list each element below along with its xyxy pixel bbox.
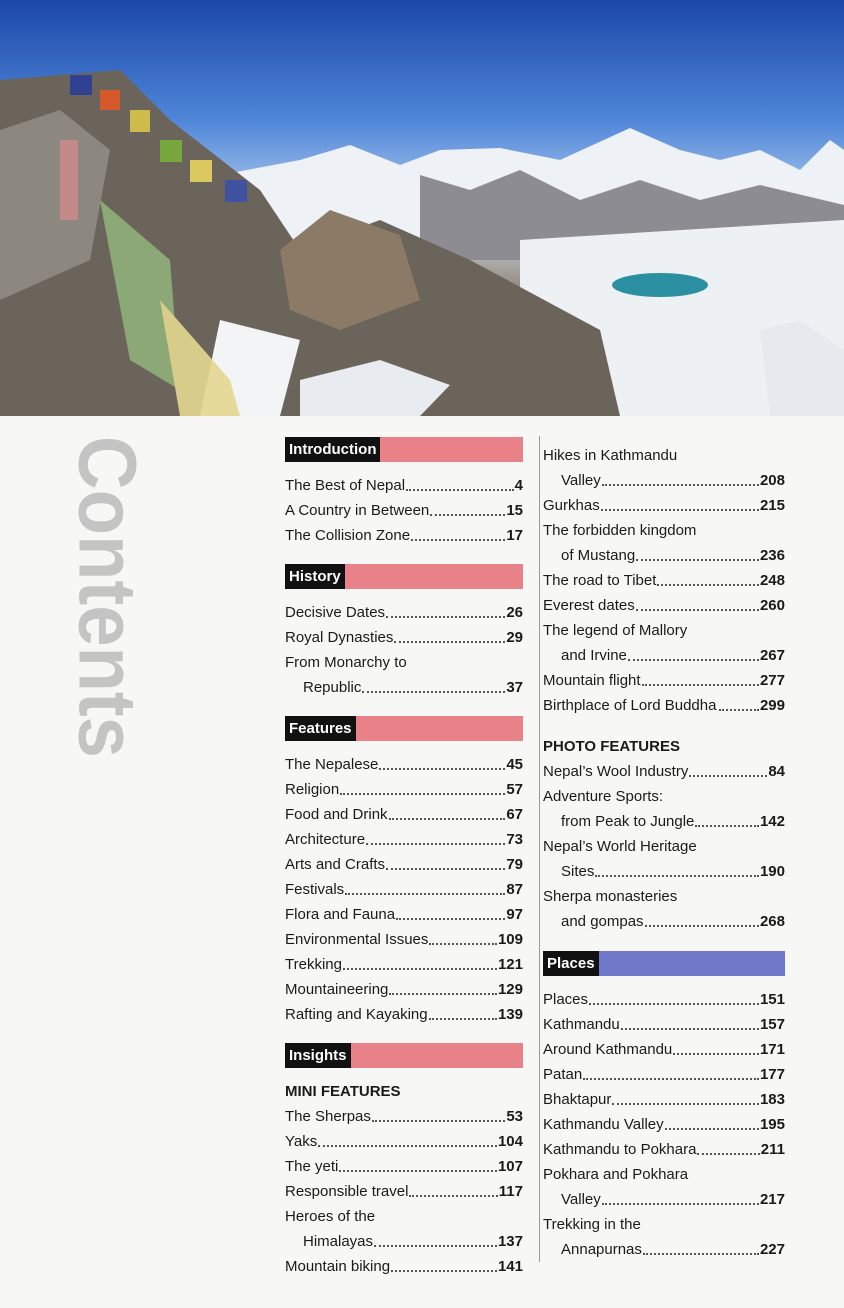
toc-entry: Religion 57 — [285, 781, 523, 798]
toc-entry: Kathmandu 157 — [543, 1016, 785, 1033]
toc-entry: Arts and Crafts 79 — [285, 856, 523, 873]
toc-entry: Republic 37 — [303, 679, 523, 696]
toc-entry: The road to Tibet 248 — [543, 572, 785, 589]
toc-entry: Royal Dynasties 29 — [285, 629, 523, 646]
toc-entry: Nepal’s Wool Industry 84 — [543, 763, 785, 780]
toc-entry: from Peak to Jungle 142 — [561, 813, 785, 830]
toc-entry: Flora and Fauna 97 — [285, 906, 523, 923]
toc-entry-line1: Pokhara and Pokhara — [543, 1166, 689, 1183]
toc-entry: The Best of Nepal 4 — [285, 477, 523, 494]
toc-entry: Annapurnas 227 — [561, 1241, 785, 1258]
toc-entry: Kathmandu to Pokhara 211 — [543, 1141, 785, 1158]
toc-entry: Gurkhas 215 — [543, 497, 785, 514]
toc-entry: Valley 208 — [561, 472, 785, 489]
section-header-insights: Insights — [285, 1043, 523, 1068]
page-title — [61, 436, 220, 792]
toc-entry: Sites 190 — [561, 863, 785, 880]
toc-entry: The Nepalese 45 — [285, 756, 523, 773]
toc-entry: The Sherpas 53 — [285, 1108, 523, 1125]
toc-entry-line1: Hikes in Kathmandu — [543, 447, 678, 464]
toc-entry: Birthplace of Lord Buddha 299 — [543, 697, 785, 714]
toc-entry: Yaks 104 — [285, 1133, 523, 1150]
subhead-photo-features: PHOTO FEATURES — [543, 738, 680, 755]
subhead-mini-features: MINI FEATURES — [285, 1083, 401, 1100]
toc-entry-line1: The forbidden kingdom — [543, 522, 697, 539]
toc-entry: Mountain flight 277 — [543, 672, 785, 689]
toc-entry-line1: Trekking in the — [543, 1216, 641, 1233]
toc-entry-line1: From Monarchy to — [285, 654, 407, 671]
toc-entry: Places 151 — [543, 991, 785, 1008]
toc-entry: Architecture 73 — [285, 831, 523, 848]
section-header-places: Places — [543, 951, 785, 976]
section-header-features: Features — [285, 716, 523, 741]
page-title-text: Contents — [61, 436, 153, 792]
toc-entry: The yeti 107 — [285, 1158, 523, 1175]
toc-entry: Bhaktapur 183 — [543, 1091, 785, 1108]
toc-entry: and gompas 268 — [561, 913, 785, 930]
toc-entry: Patan 177 — [543, 1066, 785, 1083]
mountain-scene — [0, 0, 844, 416]
toc-entry: Rafting and Kayaking 139 — [285, 1006, 523, 1023]
toc-entry: and Irvine 267 — [561, 647, 785, 664]
toc-entry: Mountain biking 141 — [285, 1258, 523, 1275]
right-column — [543, 443, 785, 1262]
toc-entry-line1: Heroes of the — [285, 1208, 376, 1225]
toc-entry: Valley 217 — [561, 1191, 785, 1208]
section-header-history: History — [285, 564, 523, 589]
toc-entry: Everest dates 260 — [543, 597, 785, 614]
toc-entry-line1: Adventure Sports: — [543, 788, 664, 805]
toc-entry: The Collision Zone 17 — [285, 527, 523, 544]
toc-entry: Responsible travel 117 — [285, 1183, 523, 1200]
toc-entry: Around Kathmandu 171 — [543, 1041, 785, 1058]
toc-entry: Food and Drink 67 — [285, 806, 523, 823]
toc-entry: Decisive Dates 26 — [285, 604, 523, 621]
toc-entry: Mountaineering 129 — [285, 981, 523, 998]
toc-entry-line1: Nepal’s World Heritage — [543, 838, 697, 855]
toc-entry: A Country in Between 15 — [285, 502, 523, 519]
toc-entry: Environmental Issues 109 — [285, 931, 523, 948]
himalaya-photo — [0, 0, 844, 416]
toc-entry-line1: The legend of Mallory — [543, 622, 688, 639]
left-column — [285, 437, 523, 1279]
toc-entry: Trekking 121 — [285, 956, 523, 973]
toc-entry: of Mustang 236 — [561, 547, 785, 564]
toc-entry-line1: Sherpa monasteries — [543, 888, 678, 905]
toc-entry: Festivals 87 — [285, 881, 523, 898]
section-header-introduction: Introduction — [285, 437, 523, 462]
column-divider — [539, 436, 540, 1262]
toc-entry: Himalayas 137 — [303, 1233, 523, 1250]
toc-entry: Kathmandu Valley 195 — [543, 1116, 785, 1133]
